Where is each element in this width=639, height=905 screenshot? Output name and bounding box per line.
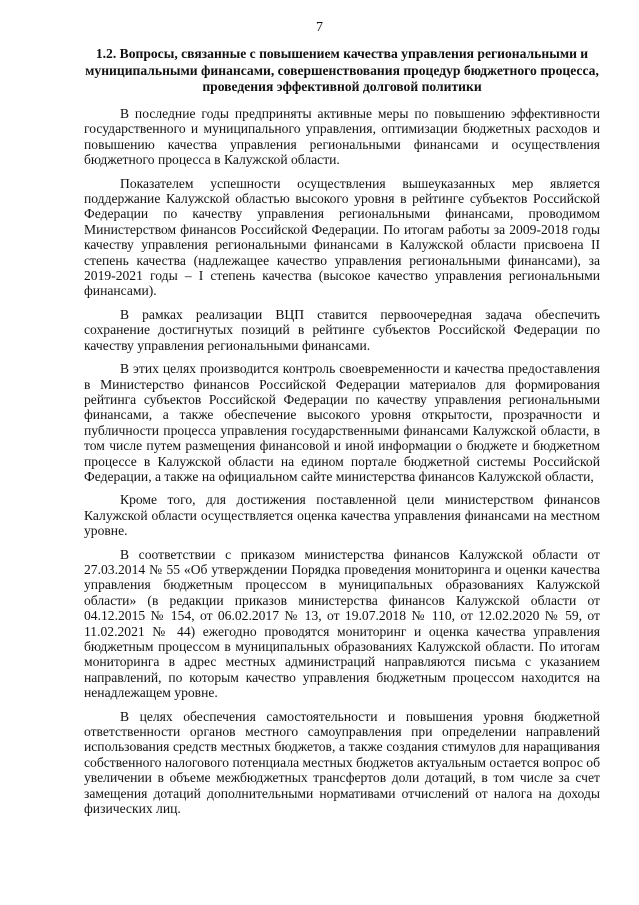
- body-text: [84, 106, 600, 824]
- paragraph: В этих целях производится контроль своевременности и качества предоставления в Министерство финансов Российской Федерации материалов для формирования рейтинга субъектов Российской Федерации по качеству управления региональными финансами, а также обеспечение высокого уровня открытости, прозрачности и публичности процесса управления государственными финансами Калужской области, в том числе путем размещения финансовой и иной информации о бюджете и бюджетном процессе в Калужской области на едином портале бюджетной системы Российской Федерации, а также на официальном сайте министерства финансов Калужской области,: [84, 361, 600, 484]
- section-heading: 1.2. Вопросы, связанные с повышением качества управления региональными и муниципальными финансами, совершенствования процедур бюджетного процесса, проведения эффективной долговой политики: [85, 46, 599, 94]
- paragraph: В соответствии с приказом министерства финансов Калужской области от 27.03.2014 № 55 «Об утверждении Порядка проведения мониторинга и оценки качества управления бюджетным процессом в муниципальных образованиях Калужской области» (в редакции приказов министерства финансов Калужской области от 04.12.2015 № 154, от 06.02.2017 № 13, от 19.07.2018 № 110, от 12.02.2020 № 59, от 11.02.2021 № 44) ежегодно проводятся мониторинг и оценка качества управления бюджетным процессом в муниципальных образованиях Калужской области. По итогам мониторинга в адрес местных администраций направляются письма с указанием направлений, по которым качество управления бюджетным процессом находится на ненадлежащем уровне.: [84, 546, 600, 701]
- paragraph: В целях обеспечения самостоятельности и повышения уровня бюджетной ответственности органов местного самоуправления при определении направлений использования средств местных бюджетов, а также создания стимулов для наращивания собственного налогового потенциала местных бюджетов актуальным остается вопрос об увеличении в объеме межбюджетных трансфертов доли дотаций, в том числе за счет замещения дотаций дополнительными нормативами отчислений от налога на доходы физических лиц.: [84, 708, 600, 817]
- paragraph: Показателем успешности осуществления вышеуказанных мер является поддержание Калужской областью высокого уровня в рейтинге субъектов Российской Федерации по качеству управления региональными финансами, проводимом Министерством финансов Российской Федерации. По итогам работы за 2009-2018 годы качеству управления региональными финансами в Калужской области присвоена II степень качества (надлежащее качество управления региональными финансами), за 2019-2021 годы – I степень качества (высокое качество управления региональными финансами).: [84, 175, 600, 299]
- paragraph: Кроме того, для достижения поставленной цели министерством финансов Калужской области осуществляется оценка качества управления финансами на местном уровне.: [84, 492, 600, 539]
- paragraph: В последние годы предприняты активные меры по повышению эффективности государственного и муниципального управления, оптимизации бюджетных расходов и повышению качества управления региональными финансами и осуществления бюджетного процесса в Калужской области.: [84, 106, 600, 168]
- paragraph: В рамках реализации ВЦП ставится первоочередная задача обеспечить сохранение достигнутых позиций в рейтинге субъектов Российской Федерации по качеству управления региональными финансами.: [84, 306, 600, 353]
- page-number: 7: [316, 20, 323, 35]
